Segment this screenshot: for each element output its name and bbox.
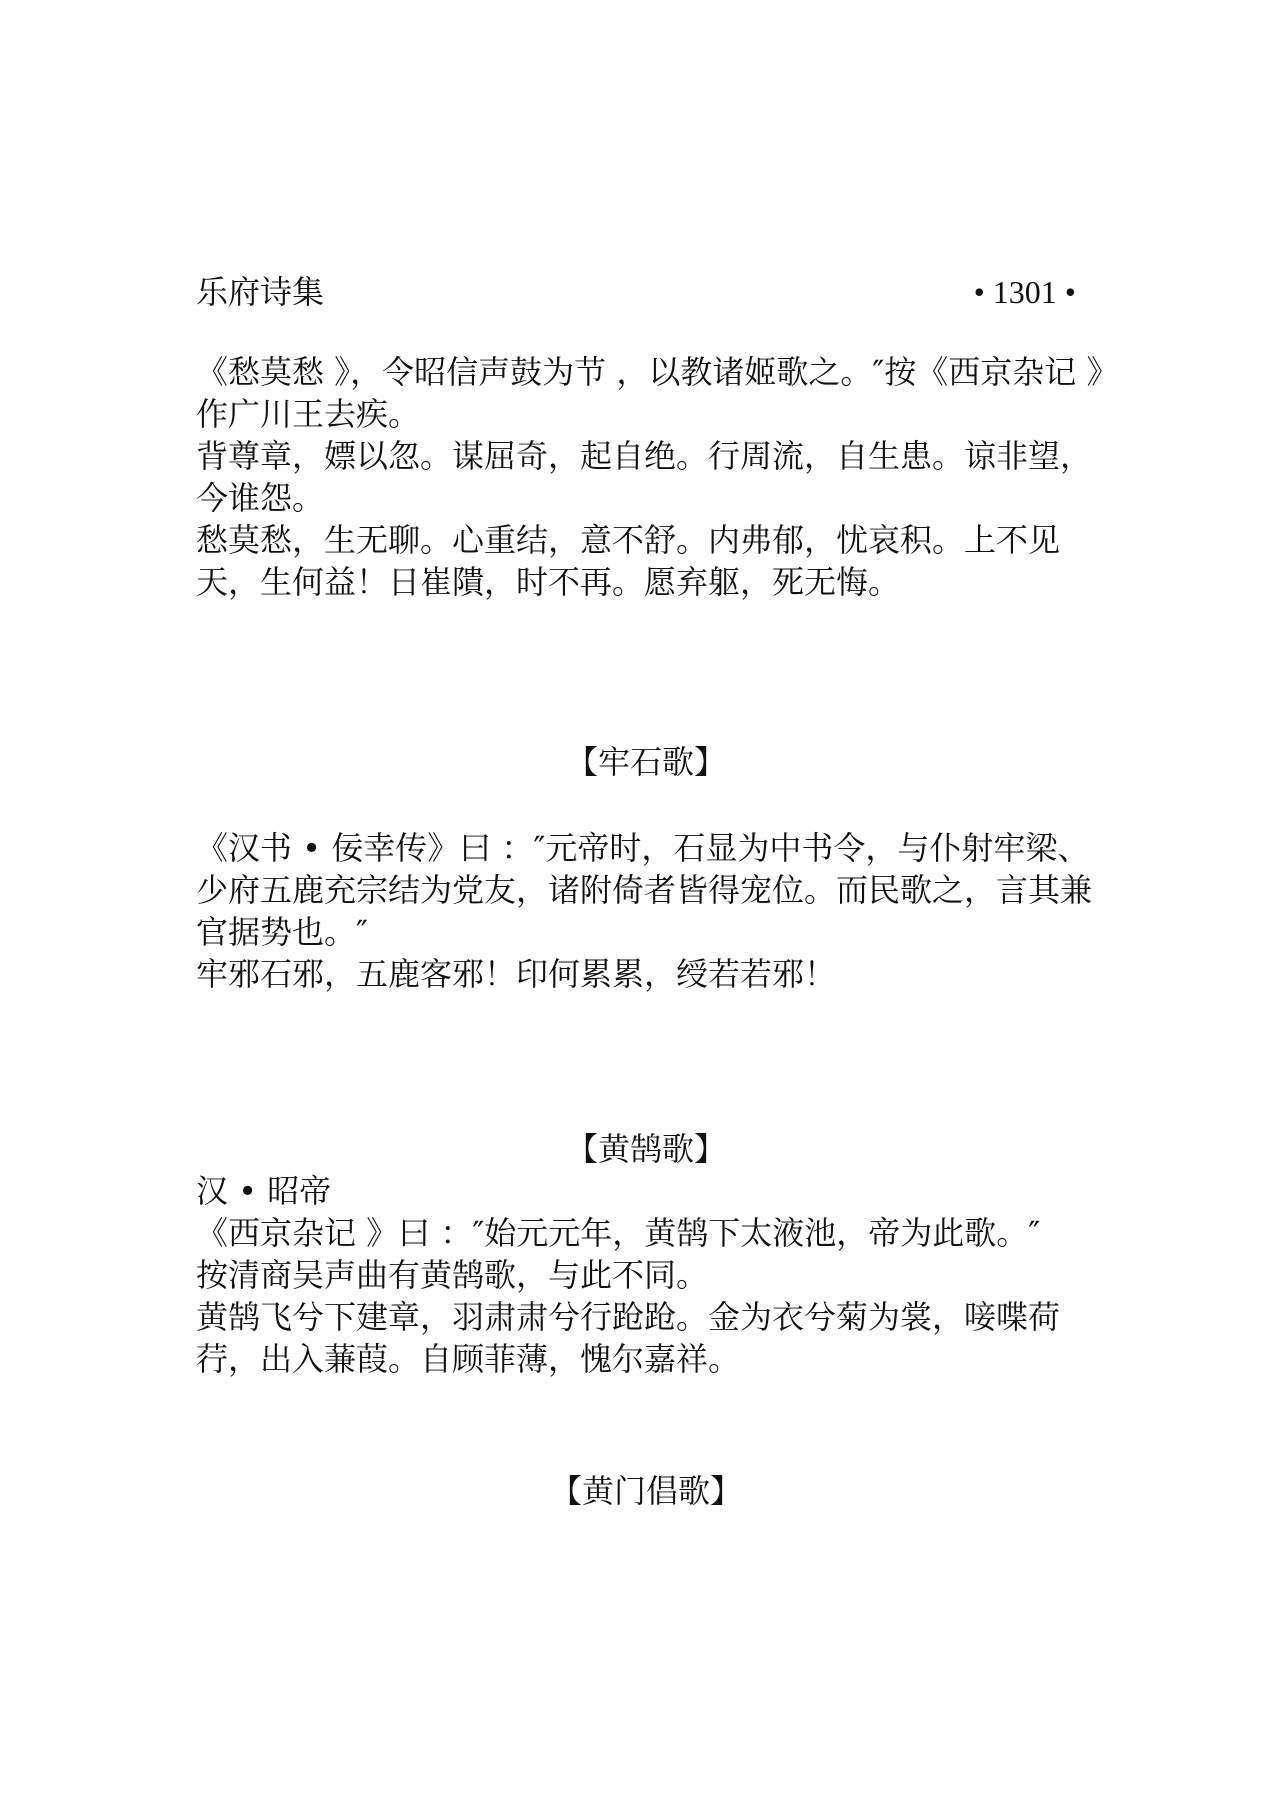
section-body <box>196 827 1106 995</box>
section-heading: 【黄鹄歌】 <box>565 1130 726 1168</box>
section-heading: 【牢石歌】 <box>565 743 726 781</box>
section-heading: 【黄门倡歌】 <box>549 1472 742 1510</box>
document-page <box>196 0 1103 1795</box>
paragraph: 黄鹄飞兮下建章，羽肃肃兮行跄跄。金为衣兮菊为裳，唼喋荷荇，出入蒹葭。自顾菲薄，愧尔嘉祥。 <box>196 1298 1061 1378</box>
paragraph: 《愁莫愁 》，令昭信声鼓为节 ，以教诸姬歌之。″按《西京杂记 》作广川王去疾。 <box>196 353 1103 433</box>
paragraph: 《汉书 • 佞幸传》曰 ：″元帝时，石显为中书令，与仆射牢梁、少府五鹿充宗结为党友，诸附倚者皆得宠位。而民歌之，言其兼官据势也。″ <box>196 829 1093 951</box>
running-head <box>196 270 1096 314</box>
paragraph: 背尊章，嫖以忽。谋屈奇，起自绝。行周流，自生患。谅非望，今谁怨。 <box>196 437 1093 517</box>
paragraph: 按清商吴声曲有黄鹄歌，与此不同。 <box>196 1256 709 1294</box>
page-number: • 1301 • <box>973 274 1076 310</box>
book-title: 乐府诗集 <box>196 273 325 311</box>
section-body <box>196 1170 1106 1380</box>
paragraph: 《西京杂记 》曰 ：″始元元年，黄鹄下太液池，帝为此歌。″ <box>196 1214 1041 1252</box>
author-line: 汉 • 昭帝 <box>196 1172 332 1210</box>
paragraph: 牢邪石邪，五鹿客邪！印何累累，绶若若邪！ <box>196 955 837 993</box>
section-intro-text <box>196 351 1106 603</box>
paragraph: 愁莫愁，生无聊。心重结，意不舒。内弗郁，忧哀积。上不见天，生何益！日崔隤，时不再。愿弃躯，死无悔。 <box>196 521 1061 601</box>
